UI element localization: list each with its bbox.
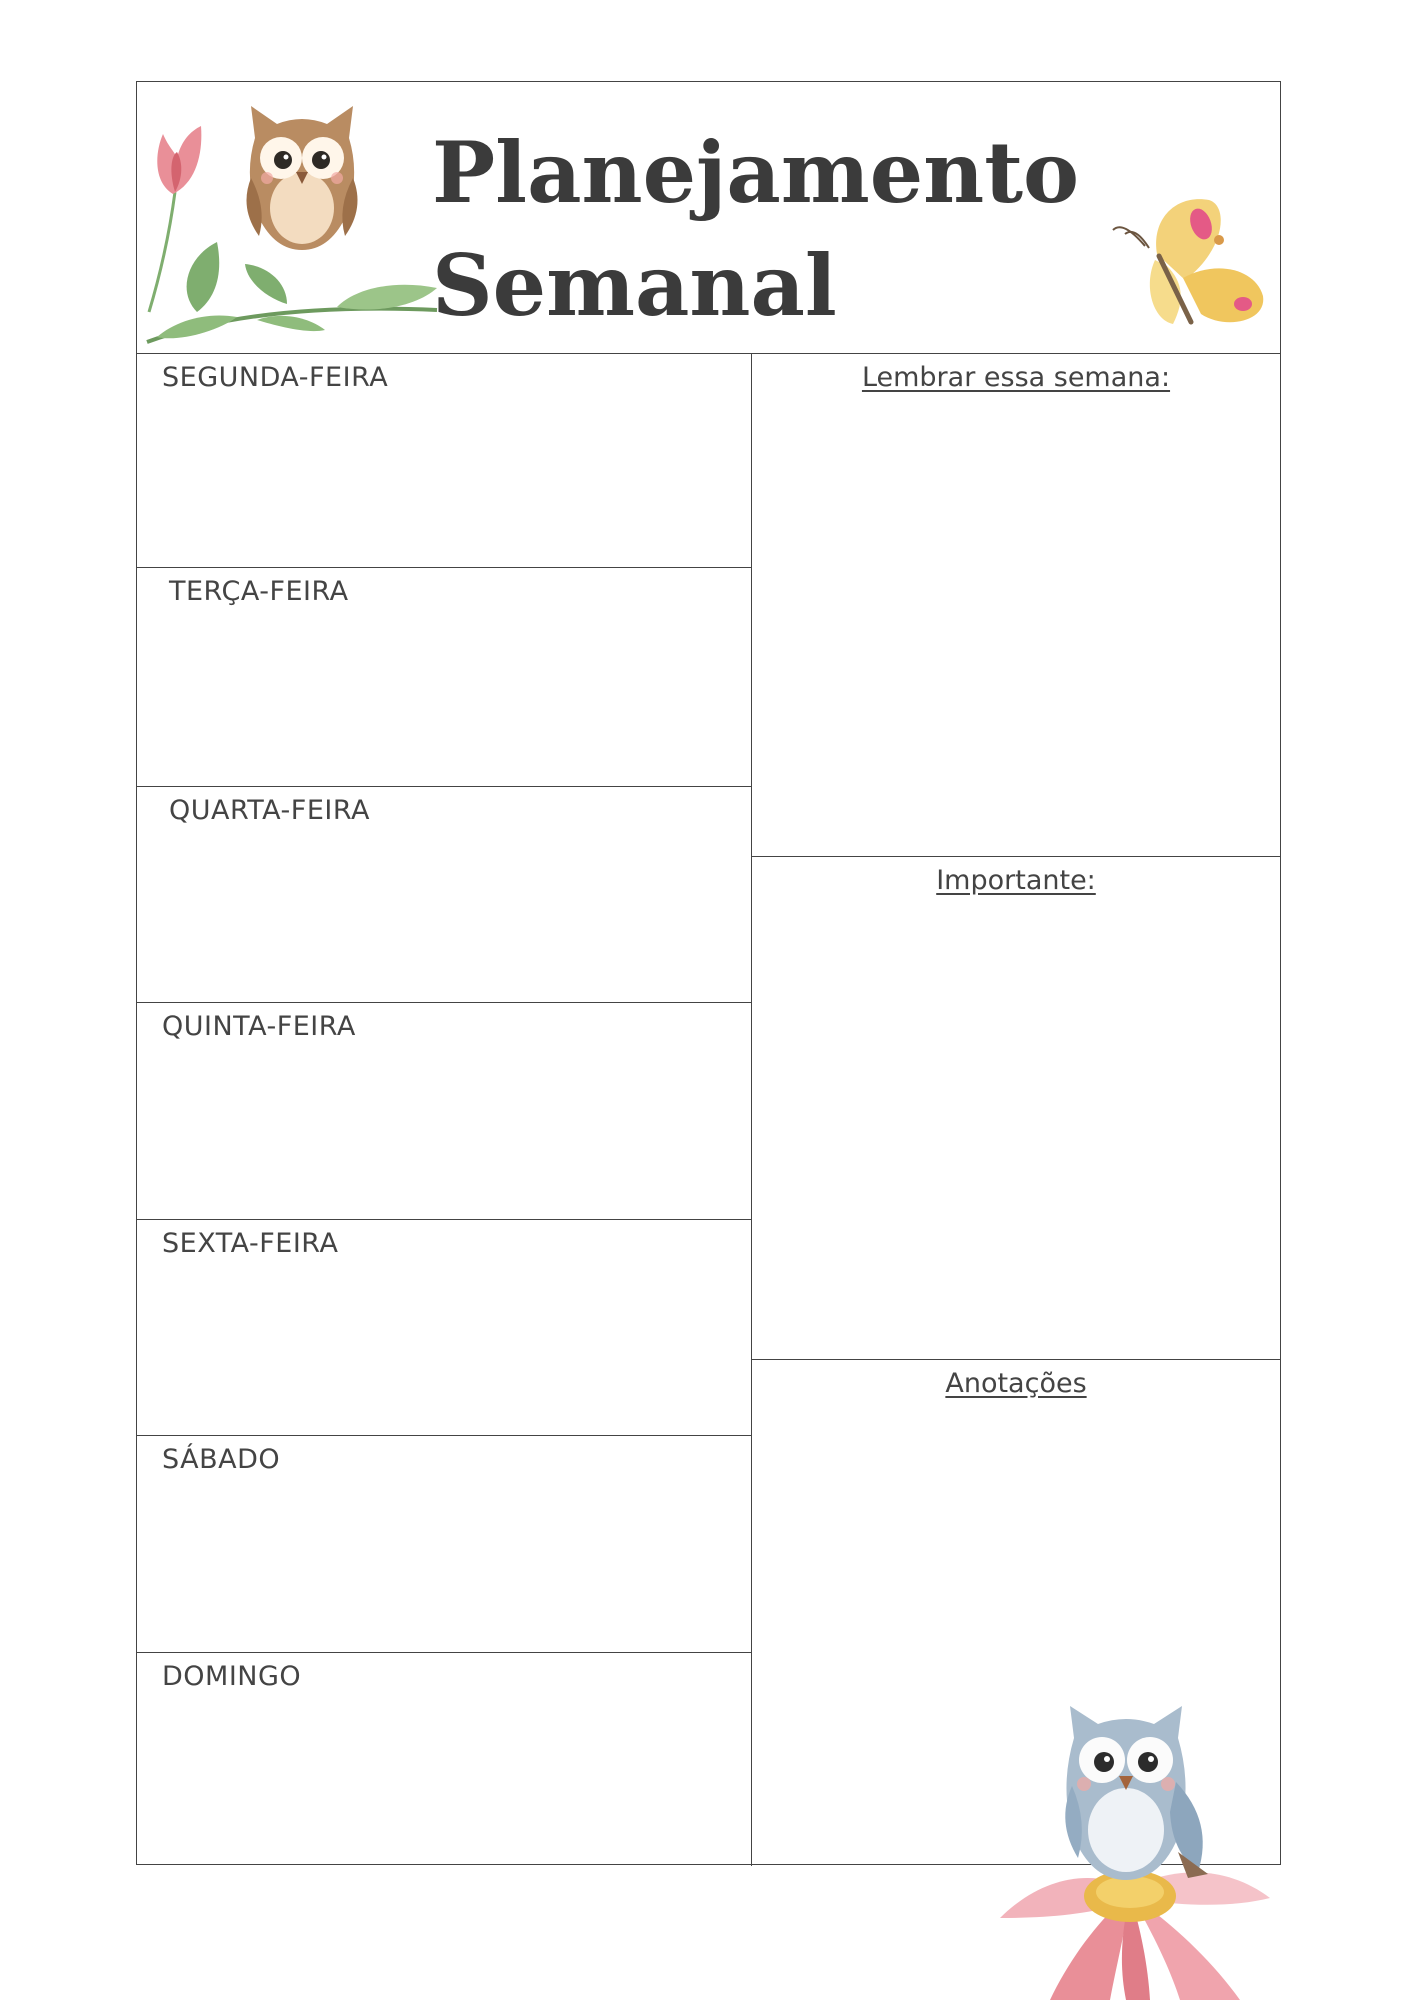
day-label-monday: SEGUNDA-FEIRA	[162, 362, 389, 393]
planner-header	[137, 82, 1280, 354]
title-line-2: Semanal	[432, 236, 837, 335]
yellow-butterfly-icon	[1105, 190, 1275, 350]
blue-owl-icon	[1048, 1702, 1218, 1902]
days-column	[137, 354, 752, 1866]
brown-owl-icon	[237, 98, 367, 258]
important-label: Importante:	[936, 865, 1096, 896]
day-friday[interactable]	[137, 1220, 751, 1436]
day-label-wednesday: QUARTA-FEIRA	[169, 795, 370, 826]
day-thursday[interactable]	[137, 1003, 751, 1220]
day-monday[interactable]	[137, 354, 751, 568]
weekly-planner-sheet	[136, 81, 1281, 1865]
day-saturday[interactable]	[137, 1436, 751, 1653]
day-tuesday[interactable]	[137, 568, 751, 787]
notes-label: Anotações	[945, 1368, 1087, 1399]
title-line-1: Planejamento	[432, 123, 1080, 222]
page-title	[432, 116, 1079, 342]
day-label-sunday: DOMINGO	[162, 1661, 302, 1692]
reminders-box[interactable]	[752, 354, 1280, 857]
day-label-tuesday: TERÇA-FEIRA	[169, 576, 349, 607]
important-box[interactable]	[752, 857, 1280, 1360]
day-label-thursday: QUINTA-FEIRA	[162, 1011, 356, 1042]
day-wednesday[interactable]	[137, 787, 751, 1003]
day-label-friday: SEXTA-FEIRA	[162, 1228, 339, 1259]
day-sunday[interactable]	[137, 1653, 751, 1866]
reminders-label: Lembrar essa semana:	[861, 362, 1171, 393]
day-label-saturday: SÁBADO	[162, 1444, 281, 1475]
notes-column	[752, 354, 1280, 1866]
